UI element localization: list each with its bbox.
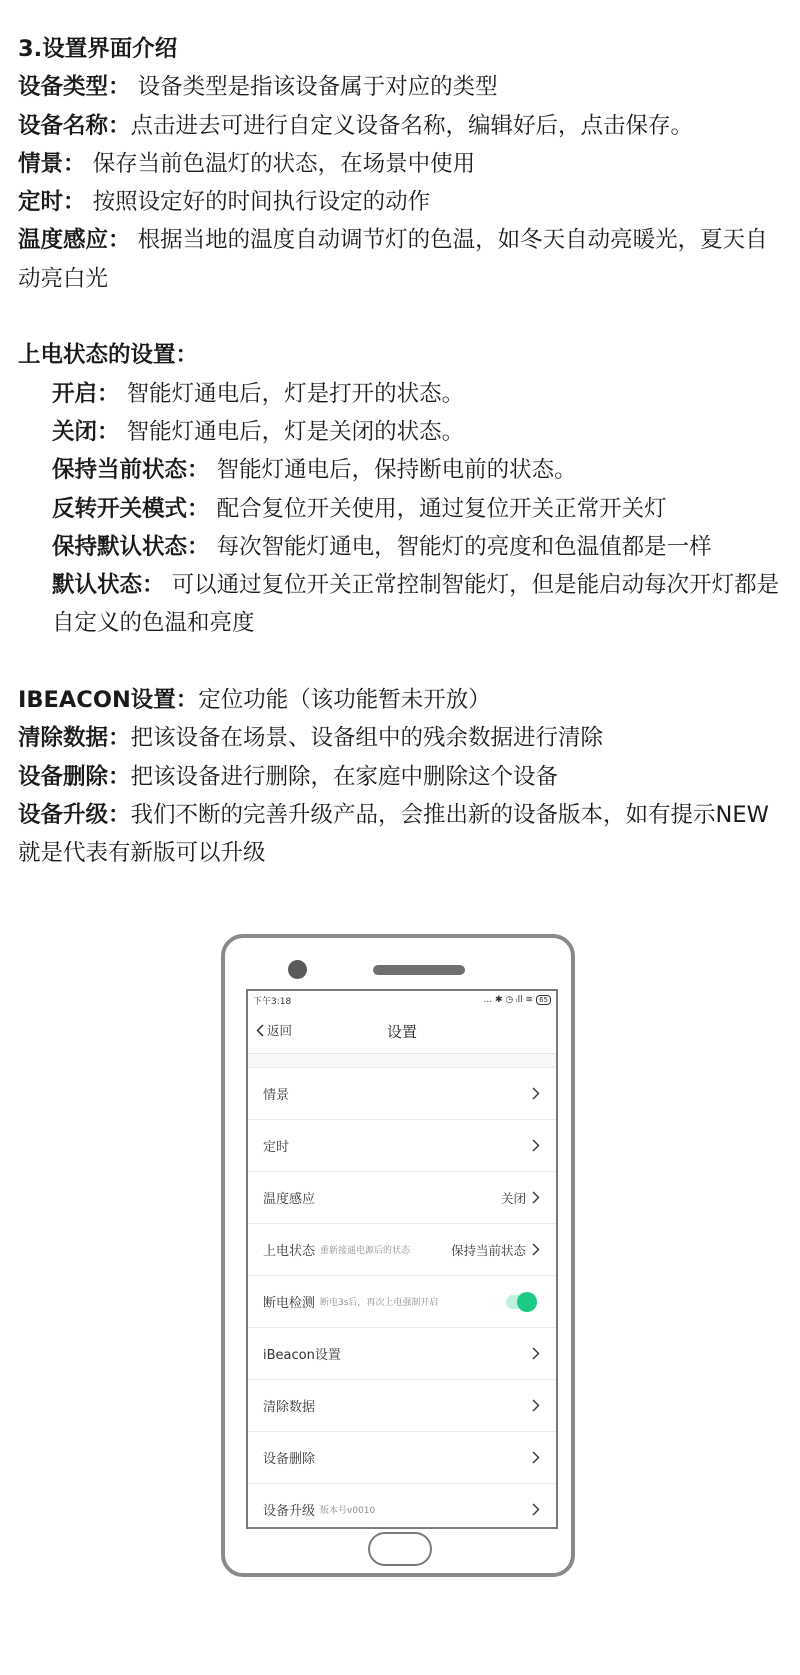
nav-bar	[248, 1009, 556, 1054]
row-subtitle: 重新接通电源后的状态	[320, 1246, 411, 1256]
status-bar	[248, 991, 556, 1009]
doc-line-label: 设备类型：	[18, 74, 131, 101]
status-icons	[484, 995, 552, 1005]
chevron-right-icon	[532, 1243, 540, 1256]
settings-row-delete-device[interactable]	[248, 1432, 556, 1484]
row-label: 设备升级	[263, 1504, 316, 1519]
doc-line-device-name	[18, 107, 788, 145]
doc-line-label: 温度感应：	[18, 227, 131, 254]
spacer	[18, 298, 788, 336]
settings-row-upgrade[interactable]	[248, 1484, 556, 1529]
power-loss-toggle[interactable]	[506, 1295, 534, 1309]
doc-line-label: 设备名称：	[18, 112, 131, 139]
doc-line-scene	[18, 145, 788, 183]
doc-line-upgrade	[18, 796, 788, 873]
doc-line-label: 清除数据：	[18, 725, 131, 752]
power-item-text: 智能灯通电后，保持断电前的状态。	[209, 457, 577, 484]
row-label: 上电状态	[263, 1244, 316, 1259]
settings-row-scene[interactable]	[248, 1068, 556, 1120]
power-item-label: 保持当前状态：	[52, 457, 210, 484]
doc-line-text: 把该设备进行删除，在家庭中删除这个设备	[130, 763, 559, 790]
settings-row-temperature[interactable]	[248, 1172, 556, 1224]
doc-line-clear-data	[18, 719, 788, 757]
row-label: 设备删除	[263, 1452, 316, 1467]
phone-mockup	[221, 934, 575, 1577]
settings-row-power-on-state[interactable]	[248, 1224, 556, 1276]
section-heading: 3.设置界面介绍	[18, 36, 178, 62]
power-item-label: 关闭：	[52, 418, 120, 445]
chevron-right-icon	[532, 1139, 540, 1152]
chevron-right-icon	[532, 1451, 540, 1464]
settings-row-timer[interactable]	[248, 1120, 556, 1172]
phone-screen	[246, 989, 558, 1529]
row-label: 断电检测	[263, 1296, 316, 1311]
toggle-knob	[517, 1292, 537, 1312]
power-item-label: 默认状态：	[52, 572, 165, 599]
chevron-right-icon	[532, 1087, 540, 1100]
row-label: 定时	[263, 1140, 290, 1155]
power-item-label: 保持默认状态：	[52, 533, 210, 560]
signal-wifi-icon: ... ✱ ◷ ᵢll ≋	[483, 995, 534, 1005]
home-button[interactable]	[368, 1532, 432, 1566]
power-item-text: 智能灯通电后，灯是打开的状态。	[119, 380, 465, 407]
page-title: 设置	[386, 1023, 417, 1041]
doc-line-device-type	[18, 68, 788, 106]
row-label: 情景	[263, 1088, 290, 1103]
power-item-reverse-switch	[18, 490, 788, 528]
power-item-keep-current	[18, 451, 788, 489]
chevron-right-icon	[532, 1399, 540, 1412]
doc-line-text: 按照设定好的时间执行设定的动作	[85, 189, 431, 216]
doc-line-label: 设备升级：	[18, 801, 131, 828]
back-label: 返回	[267, 1023, 293, 1038]
power-item-text: 可以通过复位开关正常控制智能灯，但是能启动每次开灯都是自定义的色温和亮度	[52, 572, 780, 637]
settings-row-ibeacon[interactable]	[248, 1328, 556, 1380]
front-camera	[288, 960, 307, 979]
section-divider	[248, 1054, 556, 1068]
row-value: 保持当前状态	[450, 1242, 526, 1258]
doc-line-timer	[18, 183, 788, 221]
status-time: 下午3:18	[253, 996, 292, 1007]
chevron-right-icon	[532, 1191, 540, 1204]
battery-icon: 65	[536, 995, 551, 1005]
doc-line-text: 把该设备在场景、设备组中的残余数据进行清除	[130, 725, 604, 752]
row-label: 清除数据	[263, 1400, 316, 1415]
doc-line-ibeacon	[18, 681, 788, 719]
power-state-heading: 上电状态的设置：	[18, 342, 199, 369]
row-value: 关闭	[500, 1190, 526, 1206]
doc-line-text: 保存当前色温灯的状态，在场景中使用	[85, 150, 476, 177]
power-item-on	[18, 375, 788, 413]
doc-line-text: 点击进去可进行自定义设备名称，编辑好后，点击保存。	[130, 112, 694, 139]
doc-line-label: 情景：	[18, 150, 86, 177]
doc-line-text: 根据当地的温度自动调节灯的色温，如冬天自动亮暖光，夏天自动亮白光	[18, 227, 768, 292]
power-item-label: 反转开关模式：	[52, 495, 210, 522]
power-item-off	[18, 413, 788, 451]
power-item-text: 配合复位开关使用，通过复位开关正常开关灯	[209, 495, 667, 522]
chevron-right-icon	[532, 1503, 540, 1516]
doc-line-text: 定位功能（该功能暂未开放）	[198, 687, 491, 714]
row-subtitle: 版本号v0010	[320, 1506, 376, 1516]
settings-document	[18, 30, 788, 873]
doc-line-temperature	[18, 221, 788, 298]
earpiece-speaker	[373, 965, 465, 975]
power-item-keep-default	[18, 528, 788, 566]
power-item-label: 开启：	[52, 380, 120, 407]
row-label: 温度感应	[263, 1192, 316, 1207]
power-item-text: 智能灯通电后，灯是关闭的状态。	[119, 418, 465, 445]
row-subtitle: 断电3s后，再次上电强制开启	[320, 1298, 439, 1308]
settings-row-power-loss-detect	[248, 1276, 556, 1328]
row-label: iBeacon设置	[263, 1348, 341, 1363]
chevron-right-icon	[532, 1347, 540, 1360]
power-item-text: 每次智能灯通电，智能灯的亮度和色温值都是一样	[209, 533, 712, 560]
doc-line-label: 设备删除：	[18, 763, 131, 790]
doc-line-label: IBEACON设置：	[18, 687, 199, 714]
doc-line-text: 设备类型是指该设备属于对应的类型	[130, 74, 498, 101]
doc-line-label: 定时：	[18, 189, 86, 216]
doc-line-delete-device	[18, 758, 788, 796]
doc-line-text: 我们不断的完善升级产品，会推出新的设备版本，如有提示NEW就是代表有新版可以升级	[18, 801, 769, 867]
power-item-default	[18, 566, 788, 643]
settings-row-clear-data[interactable]	[248, 1380, 556, 1432]
spacer	[18, 643, 788, 681]
